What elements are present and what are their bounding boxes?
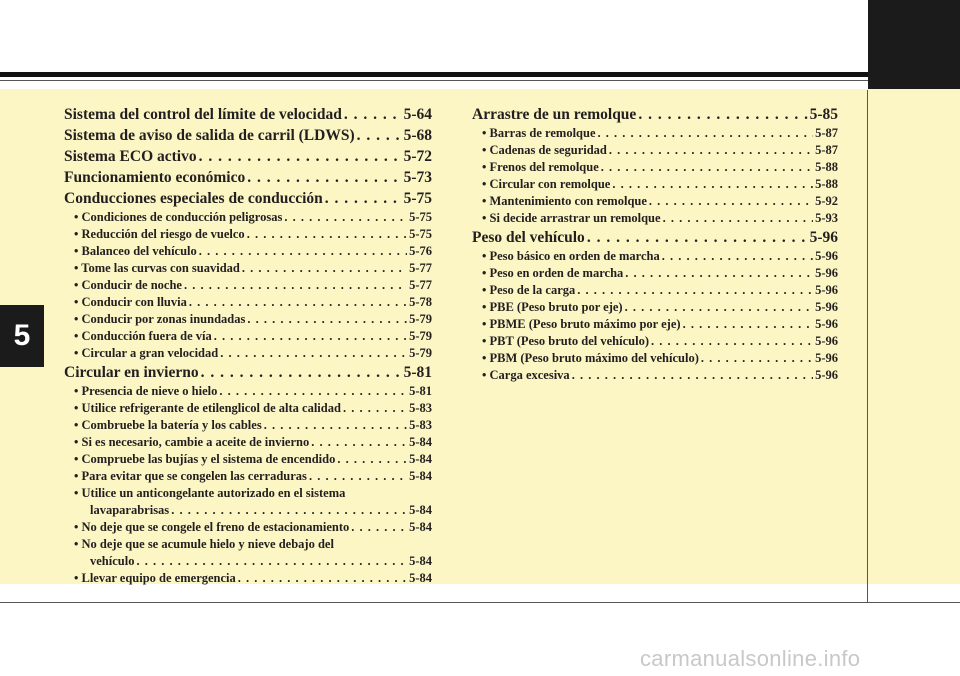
toc-section-entry[interactable] <box>64 188 432 209</box>
toc-subentry[interactable] <box>64 243 432 260</box>
toc-page-number: 5-84 <box>409 469 432 483</box>
dot-leader <box>238 570 407 587</box>
toc-entry-title: Sistema ECO activo <box>64 148 197 165</box>
toc-page-number: 5-96 <box>815 249 838 263</box>
toc-entry-title: • No deje que se acumule hielo y nieve debajo del <box>74 537 334 551</box>
dot-leader <box>683 316 814 333</box>
toc-page-number: 5-81 <box>403 364 432 381</box>
dot-leader <box>247 167 401 188</box>
toc-subentry[interactable] <box>472 248 838 265</box>
toc-page-number: 5-96 <box>815 300 838 314</box>
dot-leader <box>344 104 402 125</box>
toc-page-number: 5-96 <box>815 368 838 382</box>
toc-page-number: 5-75 <box>403 190 432 207</box>
toc-page-number: 5-96 <box>815 317 838 331</box>
toc-page-number: 5-77 <box>409 261 432 275</box>
toc-page-number: 5-93 <box>815 211 838 225</box>
toc-page-number: 5-72 <box>403 148 432 165</box>
toc-entry-title: • Peso de la carga <box>482 283 576 297</box>
dot-leader <box>601 159 813 176</box>
toc-page-number: 5-87 <box>815 126 838 140</box>
toc-page-number: 5-81 <box>409 384 432 398</box>
toc-entry-title: • Carga excesiva <box>482 368 570 382</box>
dot-leader <box>343 400 407 417</box>
toc-subentry[interactable] <box>472 299 838 316</box>
toc-page-number: 5-83 <box>409 401 432 415</box>
toc-entry-title: • Utilice un anticongelante autorizado en el sistema <box>74 486 346 500</box>
toc-entry-title: Conducciones especiales de conducción <box>64 190 323 207</box>
toc-entry-title: • Si es necesario, cambie a aceite de invierno <box>74 435 310 449</box>
toc-page-number: 5-75 <box>409 210 432 224</box>
dot-leader <box>337 451 407 468</box>
toc-page-number: 5-84 <box>409 520 432 534</box>
toc-page-number: 5-96 <box>815 334 838 348</box>
dot-leader <box>171 502 407 519</box>
toc-page-number: 5-84 <box>409 435 432 449</box>
toc-entry-title: • Circular a gran velocidad <box>74 346 219 360</box>
chapter-corner-block <box>868 0 960 90</box>
toc-entry-title: • No deje que se congele el freno de estacionamiento <box>74 520 350 534</box>
toc-page-number: 5-84 <box>409 503 432 517</box>
toc-entry-title: • Tome las curvas con suavidad <box>74 261 240 275</box>
dot-leader <box>649 193 813 210</box>
toc-subentry[interactable] <box>472 367 838 384</box>
toc-page-number: 5-78 <box>409 295 432 309</box>
dot-leader <box>577 282 813 299</box>
dot-leader <box>311 434 407 451</box>
toc-entry-title: • Llevar equipo de emergencia <box>74 571 236 585</box>
toc-section-entry[interactable] <box>472 104 838 125</box>
toc-entry-title: • Combruebe la batería y los cables <box>74 418 262 432</box>
dot-leader <box>587 227 808 248</box>
toc-subentry[interactable] <box>64 570 432 587</box>
dot-leader <box>662 248 813 265</box>
toc-subentry[interactable] <box>64 451 432 468</box>
toc-entry-title: • PBME (Peso bruto máximo por eje) <box>482 317 681 331</box>
toc-subentry[interactable] <box>472 193 838 210</box>
toc-entry-title: • Para evitar que se congelen las cerraduras <box>74 469 307 483</box>
toc-subentry[interactable] <box>472 176 838 193</box>
toc-entry-title: • Si decide arrastrar un remolque <box>482 211 661 225</box>
toc-entry-title: • Reducción del riesgo de vuelco <box>74 227 245 241</box>
toc-subentry[interactable] <box>64 434 432 451</box>
toc-entry-title: • Conducción fuera de vía <box>74 329 212 343</box>
toc-page-number: 5-77 <box>409 278 432 292</box>
top-rule <box>0 72 868 77</box>
dot-leader <box>701 350 813 367</box>
toc-page-number: 5-96 <box>815 283 838 297</box>
toc-subentry[interactable] <box>64 294 432 311</box>
dot-leader <box>136 553 407 570</box>
dot-leader <box>199 243 407 260</box>
toc-right-column <box>472 104 838 384</box>
dot-leader <box>199 146 402 167</box>
toc-entry-title: vehículo <box>90 554 135 568</box>
toc-subentry[interactable] <box>64 311 432 328</box>
toc-subentry[interactable] <box>64 553 432 570</box>
toc-section-entry[interactable] <box>64 125 432 146</box>
toc-entry-title: • Conducir de noche <box>74 278 182 292</box>
toc-page-number: 5-79 <box>409 312 432 326</box>
dot-leader <box>609 142 813 159</box>
toc-subentry[interactable] <box>472 350 838 367</box>
toc-entry-title: Arrastre de un remolque <box>472 106 637 123</box>
toc-page-number: 5-83 <box>409 418 432 432</box>
toc-entry-title: Circular en invierno <box>64 364 199 381</box>
chapter-number: 5 <box>13 319 31 352</box>
watermark: carmanualsonline.info <box>640 646 861 671</box>
toc-subentry[interactable] <box>64 400 432 417</box>
toc-entry-title: • Peso básico en orden de marcha <box>482 249 660 263</box>
toc-entry-title: • Compruebe las bujías y el sistema de encendido <box>74 452 336 466</box>
toc-section-entry[interactable] <box>64 167 432 188</box>
dot-leader <box>214 328 407 345</box>
dot-leader <box>264 417 407 434</box>
toc-subentry[interactable] <box>64 345 432 362</box>
top-thin-rule <box>0 80 868 81</box>
toc-entry-title: • Mantenimiento con remolque <box>482 194 647 208</box>
toc-entry-title: • Condiciones de conducción peligrosas <box>74 210 283 224</box>
toc-entry-title: Funcionamiento económico <box>64 169 246 186</box>
toc-entry-title: • Conducir por zonas inundadas <box>74 312 246 326</box>
toc-entry-title: • Conducir con lluvia <box>74 295 187 309</box>
dot-leader <box>309 468 407 485</box>
chapter-tab[interactable] <box>0 305 44 367</box>
dot-leader <box>201 362 402 383</box>
toc-entry-title: • Presencia de nieve o hielo <box>74 384 218 398</box>
toc-entry-title: • Cadenas de seguridad <box>482 143 607 157</box>
toc-section-entry[interactable] <box>472 227 838 248</box>
dot-leader <box>325 188 402 209</box>
toc-subentry[interactable] <box>472 159 838 176</box>
toc-page-number: 5-76 <box>409 244 432 258</box>
toc-subentry[interactable] <box>64 417 432 434</box>
toc-page-number: 5-96 <box>809 229 838 246</box>
toc-subentry[interactable] <box>64 536 432 553</box>
dot-leader <box>189 294 407 311</box>
toc-subentry[interactable] <box>472 333 838 350</box>
toc-entry-title: • Utilice refrigerante de etilenglicol de alta calidad <box>74 401 341 415</box>
toc-subentry[interactable] <box>64 502 432 519</box>
toc-entry-title: • Barras de remolque <box>482 126 596 140</box>
toc-subentry[interactable] <box>64 383 432 400</box>
toc-page-number: 5-96 <box>815 266 838 280</box>
toc-page-number: 5-84 <box>409 571 432 585</box>
toc-subentry[interactable] <box>472 125 838 142</box>
toc-subentry[interactable] <box>472 316 838 333</box>
toc-entry-title: Peso del vehículo <box>472 229 585 246</box>
toc-page-number: 5-64 <box>403 106 432 123</box>
toc-subentry[interactable] <box>64 277 432 294</box>
toc-page-number: 5-92 <box>815 194 838 208</box>
dot-leader <box>572 367 813 384</box>
dot-leader <box>351 519 407 536</box>
toc-entry-title: • PBM (Peso bruto máximo del vehículo) <box>482 351 699 365</box>
toc-entry-title: • Frenos del remolque <box>482 160 599 174</box>
toc-page-number: 5-68 <box>403 127 432 144</box>
toc-page-number: 5-73 <box>403 169 432 186</box>
toc-entry-title: • PBT (Peso bruto del vehículo) <box>482 334 649 348</box>
toc-section-entry[interactable] <box>64 146 432 167</box>
toc-entry-title: Sistema de aviso de salida de carril (LDWS) <box>64 127 355 144</box>
dot-leader <box>220 345 407 362</box>
toc-subentry[interactable] <box>64 226 432 243</box>
toc-subentry[interactable] <box>64 468 432 485</box>
toc-page-number: 5-79 <box>409 329 432 343</box>
toc-entry-title: • PBE (Peso bruto por eje) <box>482 300 623 314</box>
toc-page-number: 5-88 <box>815 160 838 174</box>
dot-leader <box>625 299 813 316</box>
toc-page-number: 5-75 <box>409 227 432 241</box>
dot-leader <box>247 311 407 328</box>
toc-subentry[interactable] <box>64 519 432 536</box>
dot-leader <box>612 176 813 193</box>
toc-entry-title: • Balanceo del vehículo <box>74 244 197 258</box>
dot-leader <box>357 125 402 146</box>
dot-leader <box>219 383 407 400</box>
toc-section-entry[interactable] <box>64 104 432 125</box>
dot-leader <box>242 260 407 277</box>
toc-subentry[interactable] <box>472 210 838 227</box>
dot-leader <box>638 104 807 125</box>
toc-subentry[interactable] <box>472 282 838 299</box>
margin-line <box>867 90 868 602</box>
toc-subentry[interactable] <box>64 260 432 277</box>
toc-page-number: 5-79 <box>409 346 432 360</box>
dot-leader <box>284 209 407 226</box>
toc-entry-title: • Peso en orden de marcha <box>482 266 624 280</box>
dot-leader <box>598 125 814 142</box>
toc-entry-title: • Circular con remolque <box>482 177 611 191</box>
toc-subentry[interactable] <box>472 142 838 159</box>
toc-page-number: 5-84 <box>409 554 432 568</box>
dot-leader <box>247 226 407 243</box>
toc-page-number: 5-88 <box>815 177 838 191</box>
toc-page-number: 5-96 <box>815 351 838 365</box>
dot-leader <box>663 210 814 227</box>
toc-left-column <box>64 104 432 587</box>
dot-leader <box>184 277 407 294</box>
toc-page-number: 5-87 <box>815 143 838 157</box>
toc-entry-title: lavaparabrisas <box>90 503 170 517</box>
toc-entry-title: Sistema del control del límite de velocidad <box>64 106 342 123</box>
toc-page-number: 5-85 <box>809 106 838 123</box>
dot-leader <box>625 265 813 282</box>
toc-subentry[interactable] <box>64 209 432 226</box>
toc-subentry[interactable] <box>64 328 432 345</box>
toc-section-entry[interactable] <box>64 362 432 383</box>
toc-page-number: 5-84 <box>409 452 432 466</box>
dot-leader <box>651 333 813 350</box>
bottom-rule <box>0 602 960 603</box>
toc-subentry[interactable] <box>472 265 838 282</box>
toc-subentry[interactable] <box>64 485 432 502</box>
